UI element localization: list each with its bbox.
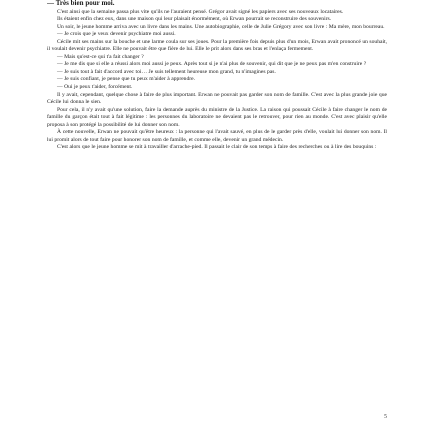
page-number: 5: [384, 414, 387, 420]
paragraph: Il y avait, cependant, quelque chose à faire de plus important. Erwan ne pouvait pas garder son nom de famille. C'est avec la plus grande joie que Cécile lui donna le sien.: [47, 91, 387, 106]
paragraph: C'est ainsi que la semaine passa plus vite qu'ils ne l'auraient pensé. Grégor avait signé les papiers avec ses nouveaux locataires.: [57, 8, 344, 15]
paragraph: — Mais qu'est-ce qui t'a fait changer ?: [57, 53, 144, 60]
paragraph-text: — Très bien pour moi.: [47, 0, 115, 7]
paragraph: Ils étaient enfin chez eux, dans une maison qui leur plaisait énormément, où Erwan pourrait se reconstruire des souvenirs.: [57, 16, 332, 23]
paragraph: Pour cela, il n'y avait qu'une solution, faire la demande auprès du ministre de la Justice. La raison qui poussait Cécile à faire changer le nom de famille du garçon était tout à fait légitime : les personnes du laboratoire ne devaient pas le retrouver, pour rien au monde. C'est avec plaisir qu'elle proposa à son protégé la possibilité de lui donner son nom.: [47, 106, 387, 128]
paragraph: — Je crois que je veux devenir psychiatre moi aussi.: [57, 31, 176, 38]
paragraph: Un soir, le jeune homme arriva avec un livre dans les mains. Une autobiographie, celle de Julie Grégory avec son livre : Ma mère, mon bourreau.: [57, 23, 385, 30]
paragraph: — Je me dis que si elle a réussi alors moi aussi je peux. Après tout si je n'ai plus de souvenir, qui dit que je ne peux pas m'en construire ?: [57, 61, 367, 68]
paragraph: — Je suis confiant, je pense que tu peux m'aider à apprendre.: [57, 76, 196, 83]
book-page: [47, 0, 387, 433]
paragraph: C'est alors que le jeune homme se mit à travailler d'arrache-pied. Il passait le clair de son temps à faire des recherches ou à lire des bouquins :: [57, 144, 377, 151]
paragraph: [47, 0, 387, 9]
paragraph: Cécile mit ses mains sur la bouche et une larme coula sur ses joues. Pour la première fois depuis plus d'un mois, Erwan avait prononcé un souhait, il voulait devenir psychiatre. Elle ne pouvait être que fière de lui. Elle le prit alors dans ses bras et l'enlaça fermement.: [47, 38, 387, 53]
paragraph: — Oui je peux t'aider, forcément.: [57, 84, 133, 91]
paragraph: — Je suis tout à fait d'accord avec toi… Je suis tellement heureuse mon grand, tu n'imagines pas.: [57, 68, 276, 75]
paragraph: À cette nouvelle, Erwan ne pouvait qu'être heureux : la personne qui l'avait sauvé, en plus de le garder près d'elle, voulait lui donner son nom. Il lui promit alors de tout faire pour honorer son nom de famille, et comme elle, devenir un grand médecin.: [47, 129, 387, 143]
